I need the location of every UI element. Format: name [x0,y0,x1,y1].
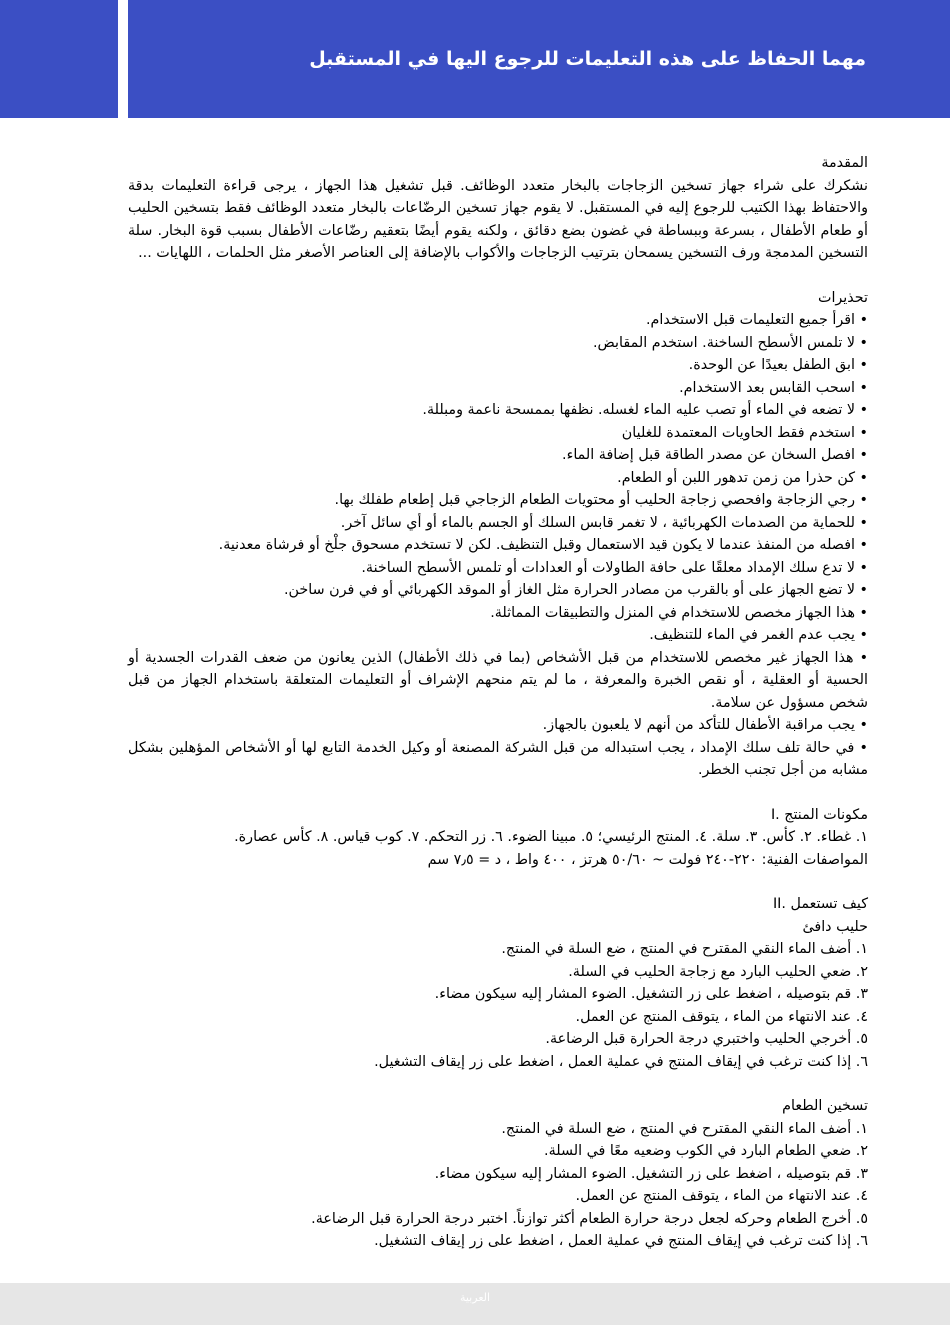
step-item: ٢. ضعي الحليب البارد مع زجاجة الحليب في السلة. [568,963,868,980]
step-item: ٥. أخرج الطعام وحركه لجعل درجة حرارة الطعام أكثر توازناً. اختبر درجة الحرارة قبل الرضاعة. [311,1210,868,1227]
page-title: مهما الحفاظ على هذه التعليمات للرجوع اليها في المستقبل [309,48,866,70]
components-section [128,804,868,872]
components-list: ١. غطاء. ٢. كأس. ٣. سلة. ٤. المنتج الرئيسي؛ ٥. مبينا الضوء. ٦. زر التحكم. ٧. كوب قياس. ٨. كأس عصارة. [234,829,868,845]
step-item: ٦. إذا كنت ترغب في إيقاف المنتج في عملية العمل ، اضغط على زر إيقاف التشغيل. [374,1053,868,1070]
document-body [128,152,868,1253]
intro-paragraph: نشكرك على شراء جهاز تسخين الزجاجات بالبخار متعدد الوظائف. قبل تشغيل هذا الجهاز ، يرجى قراءة التعليمات بدقة والاحتفاظ بهذا الكتيب للرجوع إليه في المستقبل. لا يقوم جهاز تسخين الرضّاعات بالبخار متعدد الوظائف فقط بتسخين الحليب أو طعام الأطفال ، بسرعة وببساطة في غضون بضع دقائق ، ولكنه يقوم أيضًا بتعقيم رضّاعات الأطفال بسبب قوة البخار. سلة التسخين المدمجة ورف التسخين يسمحان بترتيب الزجاجات والأكواب بالإضافة إلى العناصر الأصغر مثل الحلمات ، اللهايات ... [128,177,868,261]
technical-specs: المواصفات الفنية: ٢٢٠-٢٤٠ فولت ~ ٥٠/٦٠ هرتز ، ٤٠٠ واط ، د = ٧٫٥ سم [427,851,868,868]
intro-section [128,152,868,265]
warning-item: • هذا الجهاز مخصص للاستخدام في المنزل والتطبيقات المماثلة. [490,604,868,621]
step-item: ٢. ضعي الطعام البارد في الكوب وضعيه معًا في السلة. [544,1143,868,1159]
step-item: ١. أضف الماء النقي المقترح في المنتج ، ضع السلة في المنتج. [501,1120,868,1137]
heat-food-steps [128,1118,868,1253]
warnings-list [128,309,868,782]
warning-item: • افصل السخان عن مصدر الطاقة قبل إضافة الماء. [562,447,868,463]
warning-item: • اقرأ جميع التعليمات قبل الاستخدام. [645,312,868,328]
header-banner [128,0,950,118]
header-accent-block [0,0,118,118]
warning-item: • كن حذرا من زمن تدهور اللبن أو الطعام. [617,469,868,486]
warning-item: • في حالة تلف سلك الإمداد ، يجب استبداله من قبل الشركة المصنعة أو وكيل الخدمة التابع لها أو الأشخاص المؤهلين بشكل مشابه من أجل تجنب الخطر. [128,739,868,778]
footer-language-label: العربية [459,1291,491,1304]
footer-bar [0,1283,950,1325]
step-item: ٤. عند الانتهاء من الماء ، يتوقف المنتج عن العمل. [575,1188,868,1204]
warm-milk-heading: حليب دافئ [802,918,868,935]
step-item: ٥. أخرجي الحليب واختبري درجة الحرارة قبل الرضاعة. [545,1031,868,1047]
warning-item: • يجب عدم الغمر في الماء للتنظيف. [649,627,868,643]
howto-section [128,893,868,1253]
warm-milk-steps [128,938,868,1073]
intro-heading: المقدمة [821,155,868,171]
heat-food-heading: تسخين الطعام [782,1098,868,1114]
warning-item: • استخدم فقط الحاويات المعتمدة للغليان [621,424,868,441]
warning-item: • افصله من المنفذ عندما لا يكون قيد الاستعمال وقبل التنظيف. لكن لا تستخدم مسحوق جلْخ أو فرشاة معدنية. [218,537,868,553]
warning-item: • لا تضعه في الماء أو تصب عليه الماء لغسله. نظفها بممسحة ناعمة ومبللة. [422,402,868,418]
warning-item: • رجي الزجاجة وافحصي زجاجة الحليب أو محتويات الطعام الزجاجي قبل إطعام طفلك بها. [334,492,868,508]
components-heading: مكونات المنتج .I [770,806,868,823]
warning-item: • ابق الطفل بعيدًا عن الوحدة. [688,357,868,373]
warnings-heading: تحذيرات [817,289,868,306]
warning-item: • هذا الجهاز غير مخصص للاستخدام من قبل الأشخاص (بما في ذلك الأطفال) الذين يعانون من ضعف القدرات الجسدية أو الحسية أو العقلية ، أو نقص الخبرة والمعرفة ، ما لم يتم منحهم الإشراف أو التعليمات المتعلقة باستخدام الجهاز من قبل شخص مسؤول عن سلامة. [128,649,868,711]
warning-item: • للحماية من الصدمات الكهربائية ، لا تغمر قابس السلك أو الجسم بالماء أو أي سائل آخر. [340,514,868,531]
warning-item: • يجب مراقبة الأطفال للتأكد من أنهم لا يلعبون بالجهاز. [542,717,868,733]
step-item: ١. أضف الماء النقي المقترح في المنتج ، ضع السلة في المنتج. [501,941,868,957]
warnings-section [128,287,868,782]
step-item: ٣. قم بتوصيله ، اضغط على زر التشغيل. الضوء المشار إليه سيكون مضاء. [434,1165,868,1182]
step-item: ٣. قم بتوصيله ، اضغط على زر التشغيل. الضوء المشار إليه سيكون مضاء. [434,986,868,1002]
warning-item: • لا تلمس الأسطح الساخنة. استخدم المقابض. [593,334,868,351]
step-item: ٤. عند الانتهاء من الماء ، يتوقف المنتج عن العمل. [575,1008,868,1025]
warning-item: • لا تضع الجهاز على أو بالقرب من مصادر الحرارة مثل الغاز أو الموقد الكهربائي أو في فرن ساخن. [283,582,868,598]
step-item: ٦. إذا كنت ترغب في إيقاف المنتج في عملية العمل ، اضغط على زر إيقاف التشغيل. [374,1233,868,1249]
howto-heading: كيف تستعمل .II [772,896,868,912]
warning-item: • لا تدع سلك الإمداد معلقًا على حافة الطاولات أو العدادات أو تلمس الأسطح الساخنة. [361,559,868,576]
warning-item: • اسحب القابس بعد الاستخدام. [679,379,868,396]
